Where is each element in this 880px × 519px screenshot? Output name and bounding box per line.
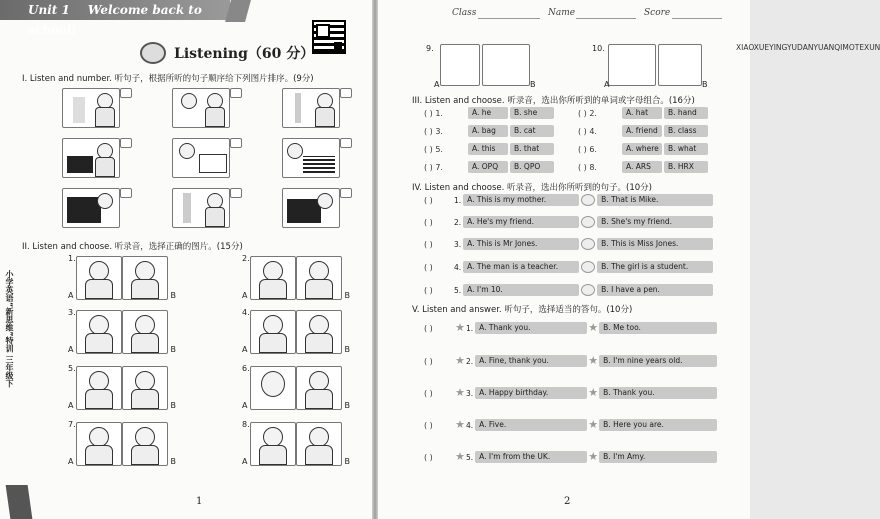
- option-b[interactable]: B. hand: [664, 107, 708, 119]
- listening-heading: [140, 42, 314, 64]
- choice-pair-7[interactable]: [68, 420, 176, 466]
- divider-icon: [581, 194, 595, 206]
- answer-blank[interactable]: ( ) 7.: [424, 162, 443, 172]
- section-4-instruction: IV. Listen and choose. 听录音，选出你所听到的句子。(10分): [412, 183, 652, 193]
- option-b-picture[interactable]: [122, 422, 168, 466]
- word-choice-row: [424, 107, 554, 119]
- class-field[interactable]: [478, 18, 540, 19]
- answer-blank[interactable]: ( ): [424, 195, 433, 205]
- option-a-picture[interactable]: [76, 422, 122, 466]
- picture-china-flag: [62, 138, 120, 178]
- vertical-series-title: XIAOXUEYINGYUDANYUANQIMOTEXUN: [736, 43, 880, 52]
- option-b[interactable]: B. QPO: [510, 161, 554, 173]
- option-b[interactable]: B. She's my friend.: [597, 216, 713, 228]
- section-3-instruction: III. Listen and choose. 听录音，选出你所听到的单词或字母组合。(16分): [412, 96, 695, 106]
- answer-bracket[interactable]: [230, 188, 242, 198]
- option-a[interactable]: A. he: [468, 107, 508, 119]
- answer-blank[interactable]: ( ): [424, 285, 433, 295]
- star-icon: ★: [588, 321, 599, 334]
- option-b-label: B: [530, 80, 536, 89]
- answer-bracket[interactable]: [340, 188, 352, 198]
- answer-blank[interactable]: ( ) 6.: [578, 144, 597, 154]
- choice-pair-4[interactable]: [242, 308, 350, 354]
- option-b[interactable]: B. what: [664, 143, 708, 155]
- answer-choice-row: [424, 387, 717, 399]
- picture-statue-of-liberty: [172, 188, 230, 228]
- item-number: 3.: [68, 308, 76, 317]
- option-a-label: A: [68, 457, 74, 466]
- answer-blank[interactable]: ( ) 5.: [424, 144, 443, 154]
- name-label: Name: [548, 8, 576, 18]
- word-choice-row: [424, 125, 554, 137]
- star-icon: ★: [588, 354, 599, 367]
- option-a[interactable]: A. This is Mr Jones.: [463, 238, 579, 250]
- picture-canada-flag: [172, 138, 230, 178]
- option-b-picture[interactable]: [296, 310, 342, 354]
- option-b[interactable]: B. I'm nine years old.: [599, 355, 717, 367]
- item-number: 5.: [466, 452, 474, 462]
- option-b[interactable]: B. Here you are.: [599, 419, 717, 431]
- qr-code-icon[interactable]: [312, 20, 346, 54]
- answer-bracket[interactable]: [120, 88, 132, 98]
- picture-usa-flag: [282, 138, 340, 178]
- answer-blank[interactable]: ( ): [424, 262, 433, 272]
- option-a[interactable]: A. this: [468, 143, 508, 155]
- word-choice-row: [578, 107, 708, 119]
- item-number: 5.: [68, 364, 76, 373]
- picture-australia-flag: [282, 188, 340, 228]
- sentence-choice-row: [424, 194, 713, 206]
- option-b[interactable]: B. cat: [510, 125, 554, 137]
- item-number: 7.: [68, 420, 76, 429]
- answer-blank[interactable]: ( ): [424, 420, 433, 430]
- section-2-instruction: II. Listen and choose. 听录音，选择正确的图片。(15分): [22, 242, 243, 252]
- option-b[interactable]: B. This is Miss Jones.: [597, 238, 713, 250]
- picture-cn-tower: [282, 88, 340, 128]
- word-choice-row: [424, 143, 554, 155]
- answer-blank[interactable]: ( ) 3.: [424, 126, 443, 136]
- option-b[interactable]: B. The girl is a student.: [597, 261, 713, 273]
- answer-blank[interactable]: ( ) 1.: [424, 108, 443, 118]
- choice-pair-1[interactable]: [68, 254, 176, 300]
- option-b-label: B: [170, 401, 176, 410]
- option-a-label: A: [242, 291, 248, 300]
- picture-kids: [172, 88, 230, 128]
- option-a[interactable]: A. ARS: [622, 161, 662, 173]
- option-a-label: A: [242, 345, 248, 354]
- left-page: [0, 0, 372, 519]
- option-b-picture[interactable]: [122, 256, 168, 300]
- option-b-picture[interactable]: [482, 44, 530, 86]
- option-b[interactable]: B. That is Mike.: [597, 194, 713, 206]
- answer-blank[interactable]: ( ): [424, 217, 433, 227]
- answer-bracket[interactable]: [230, 88, 242, 98]
- option-a[interactable]: A. Fine, thank you.: [475, 355, 587, 367]
- answer-bracket[interactable]: [340, 88, 352, 98]
- unit-title: Welcome back to school!: [28, 3, 202, 37]
- unit-header: [0, 0, 230, 37]
- option-a-label: A: [68, 345, 74, 354]
- star-icon: ★: [455, 321, 465, 334]
- word-choice-row: [578, 143, 708, 155]
- score-field[interactable]: [672, 18, 722, 19]
- option-a[interactable]: A. bag: [468, 125, 508, 137]
- option-b[interactable]: B. Me too.: [599, 322, 717, 334]
- option-a-picture[interactable]: [250, 256, 296, 300]
- option-b[interactable]: B. she: [510, 107, 554, 119]
- option-a-picture[interactable]: [76, 310, 122, 354]
- item-number: 9.: [426, 44, 434, 53]
- item-number: 6.: [242, 364, 250, 373]
- answer-blank[interactable]: ( ): [424, 388, 433, 398]
- option-b-label: B: [170, 457, 176, 466]
- option-b[interactable]: B. class: [664, 125, 708, 137]
- answer-blank[interactable]: ( ): [424, 323, 433, 333]
- star-icon: ★: [455, 386, 465, 399]
- name-field[interactable]: [576, 18, 636, 19]
- item-number: 2.: [466, 356, 474, 366]
- option-a[interactable]: A. The man is a teacher.: [463, 261, 579, 273]
- option-b-label: B: [344, 401, 350, 410]
- choice-pair-8[interactable]: [242, 420, 350, 466]
- option-a[interactable]: A. He's my friend.: [463, 216, 579, 228]
- answer-blank[interactable]: ( ): [424, 356, 433, 366]
- page-number: 2: [564, 496, 571, 507]
- answer-choice-row: [424, 451, 717, 463]
- item-number: 2.: [242, 254, 250, 263]
- option-b-label: B: [344, 345, 350, 354]
- word-choice-row: [578, 125, 708, 137]
- star-icon: ★: [588, 450, 599, 463]
- divider-icon: [581, 238, 595, 250]
- answer-bracket[interactable]: [120, 188, 132, 198]
- item-number: 8.: [242, 420, 250, 429]
- star-icon: ★: [588, 386, 599, 399]
- sentence-choice-row: [424, 261, 713, 273]
- option-b-label: B: [170, 291, 176, 300]
- answer-bracket[interactable]: [120, 138, 132, 148]
- item-number: 10.: [592, 44, 605, 53]
- right-page: [378, 0, 880, 519]
- answer-blank[interactable]: ( ) 4.: [578, 126, 597, 136]
- answer-choice-row: [424, 419, 717, 431]
- option-a[interactable]: A. hat: [622, 107, 662, 119]
- answer-blank[interactable]: ( ): [424, 452, 433, 462]
- unit-label: Unit 1: [28, 3, 70, 17]
- option-a[interactable]: A. This is my mother.: [463, 194, 579, 206]
- headphones-icon: [140, 42, 166, 64]
- sentence-choice-row: [424, 284, 713, 296]
- option-b-label: B: [170, 345, 176, 354]
- option-b[interactable]: B. I'm Amy.: [599, 451, 717, 463]
- word-choice-row: [578, 161, 708, 173]
- choice-pair-5[interactable]: [68, 364, 176, 410]
- score-label: Score: [644, 8, 671, 18]
- listening-title: Listening（60 分）: [174, 46, 315, 62]
- option-a[interactable]: A. Five.: [475, 419, 587, 431]
- option-b-picture[interactable]: [296, 422, 342, 466]
- answer-choice-row: [424, 322, 717, 334]
- divider-icon: [581, 284, 595, 296]
- option-a-picture[interactable]: [608, 44, 656, 86]
- sentence-choice-row: [424, 216, 713, 228]
- item-number: 4.: [454, 262, 462, 272]
- book-series-title: 小学英语“新思维”特训 三年级下: [5, 270, 14, 388]
- option-a[interactable]: A. Thank you.: [475, 322, 587, 334]
- option-a-picture[interactable]: [76, 366, 122, 410]
- option-b[interactable]: B. that: [510, 143, 554, 155]
- option-b[interactable]: B. I have a pen.: [597, 284, 713, 296]
- option-a-label: A: [604, 80, 610, 89]
- choice-pair-3[interactable]: [68, 308, 176, 354]
- star-icon: ★: [455, 354, 465, 367]
- answer-bracket[interactable]: [230, 138, 242, 148]
- option-a-label: A: [242, 457, 248, 466]
- choice-pair-2[interactable]: [242, 254, 350, 300]
- option-b-label: B: [344, 291, 350, 300]
- option-b-picture[interactable]: [658, 44, 702, 86]
- answer-blank[interactable]: ( ) 8.: [578, 162, 597, 172]
- option-a-picture[interactable]: [250, 422, 296, 466]
- divider-icon: [581, 216, 595, 228]
- option-a-label: A: [242, 401, 248, 410]
- option-a-picture[interactable]: [440, 44, 480, 86]
- answer-bracket[interactable]: [340, 138, 352, 148]
- option-a-picture[interactable]: [250, 366, 296, 410]
- sentence-choice-row: [424, 238, 713, 250]
- option-b-picture[interactable]: [122, 366, 168, 410]
- class-label: Class: [452, 8, 477, 18]
- item-number: 5.: [454, 285, 462, 295]
- option-b[interactable]: B. HRX: [664, 161, 708, 173]
- option-a[interactable]: A. I'm 10.: [463, 284, 579, 296]
- option-b-picture[interactable]: [122, 310, 168, 354]
- star-icon: ★: [455, 418, 465, 431]
- corner-decoration: [6, 485, 33, 519]
- picture-uk-flag: [62, 188, 120, 228]
- star-icon: ★: [588, 418, 599, 431]
- picture-big-ben: [62, 88, 120, 128]
- item-number: 2.: [454, 217, 462, 227]
- item-number: 3.: [454, 239, 462, 249]
- option-a[interactable]: A. OPQ: [468, 161, 508, 173]
- option-a-label: A: [434, 80, 440, 89]
- answer-blank[interactable]: ( ) 2.: [578, 108, 597, 118]
- section-1-instruction: I. Listen and number. 听句子，根据所听的句子顺序给下列图片排序。(9分): [22, 74, 314, 84]
- option-a[interactable]: A. where: [622, 143, 662, 155]
- item-number: 1.: [454, 195, 462, 205]
- option-a-label: A: [68, 291, 74, 300]
- option-b-label: B: [344, 457, 350, 466]
- divider-icon: [581, 261, 595, 273]
- option-a-picture[interactable]: [250, 310, 296, 354]
- item-number: 4.: [466, 420, 474, 430]
- item-number: 1.: [466, 323, 474, 333]
- option-a[interactable]: A. I'm from the UK.: [475, 451, 587, 463]
- item-number: 4.: [242, 308, 250, 317]
- option-a-picture[interactable]: [76, 256, 122, 300]
- header-decoration: [225, 0, 251, 22]
- item-number: 3.: [466, 388, 474, 398]
- star-icon: ★: [455, 450, 465, 463]
- option-b-picture[interactable]: [296, 256, 342, 300]
- item-number: 1.: [68, 254, 76, 263]
- option-a-label: A: [68, 401, 74, 410]
- option-a[interactable]: A. friend: [622, 125, 662, 137]
- option-a[interactable]: A. Happy birthday.: [475, 387, 587, 399]
- page-number: 1: [196, 496, 203, 507]
- answer-choice-row: [424, 355, 717, 367]
- option-b-label: B: [702, 80, 708, 89]
- section-5-instruction: V. Listen and answer. 听句子，选择适当的答句。(10分): [412, 305, 633, 315]
- option-b-picture[interactable]: [296, 366, 342, 410]
- answer-blank[interactable]: ( ): [424, 239, 433, 249]
- word-choice-row: [424, 161, 554, 173]
- choice-pair-6[interactable]: [242, 364, 350, 410]
- option-b[interactable]: B. Thank you.: [599, 387, 717, 399]
